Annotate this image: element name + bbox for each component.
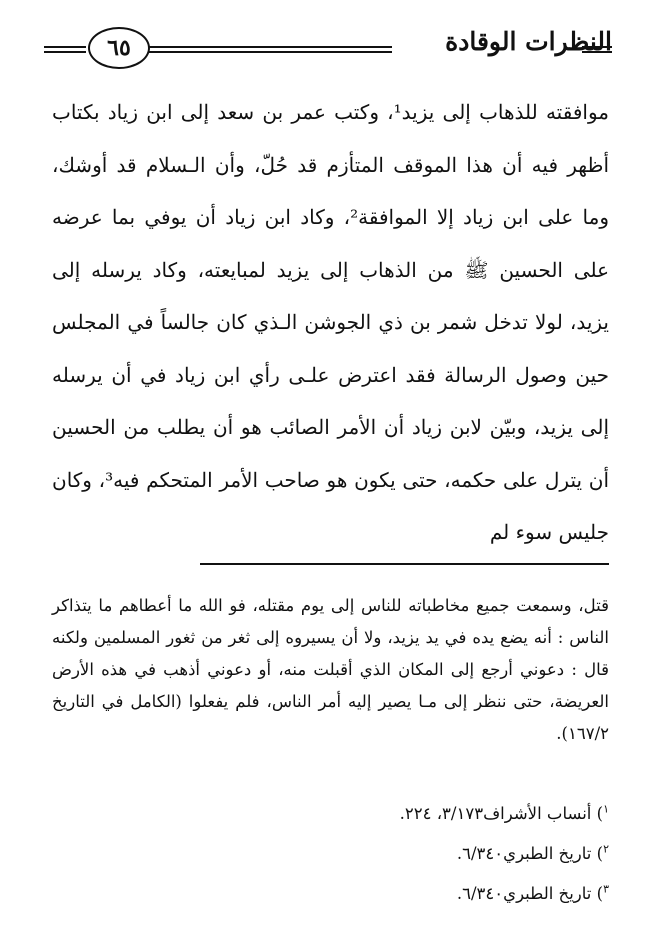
main-paragraph: موافقته للذهاب إلى يزيد¹، وكتب عمر بن سعد إلى ابن زياد بكتاب أظهر فيه أن هذا الموقف المتأزم قد حُلّ، وأن الـسلام قد أوشك، وما على ابن زياد إلا الموافقة²، وكاد ابن زياد أن يوفي بما عرضه على الحسين ﷺ من الذهاب إلى يزيد لمبايعته، وكاد يرسله إلى يزيد، لولا تدخل شمر بن ذي الجوشن الـذي كان جالساً في المجلس حين وصول الرسالة فقد اعترض علـى رأي ابن زياد في أن يرسله إلى يزيد، وبيّن لابن زياد أن الأمر الصائب هو أن يطلب من الحسين أن يترل على حكمه، حتى يكون هو صاحب الأمر المتحكم فيه³، وكان جليس سوء لم [52,100,610,544]
page-header [44,20,612,70]
footnote-source: تاريخ الطبري٦/٣٤٠. [456,884,592,903]
running-title: النظرات الوقادة [445,27,612,56]
footnote-separator [200,563,609,565]
header-rule-right [582,45,612,54]
header-rule-left [44,45,86,54]
main-text [52,86,609,559]
footnote-references [52,798,609,918]
footnote-marker: ٢ [603,842,609,856]
footnote-reference: $^٢$) تاريخ الطبري٦/٣٤٠. [456,842,609,863]
footnote-source: تاريخ الطبري٦/٣٤٠. [456,844,592,863]
footnote-continuation [52,590,609,750]
footnote-reference: $^١$) أنساب الأشراف٣/١٧٣، ٢٢٤. [399,802,609,823]
footnote-continuation-text: قتل، وسمعت جميع مخاطباته للناس إلى يوم مقتله، فو الله ما أعطاهم ما يتذاكر الناس : أنه يضع يده في يد يزيد، ولا أن يسيروه إلى ثغر من ثغور المسلمين ولكنه قال : دعوني أرجع إلى المكان الذي أقبلت منه، أو دعوني أذهب في هذه الأرض العريضة، حتى ننظر إلى مـا يصير إليه أمر الناس، فلم يفعلوا (الكامل في التاريخ ١٦٧/٢). [52,596,609,743]
page-number: ٦٥ [88,27,150,69]
footnote-source: أنساب الأشراف٣/١٧٣، ٢٢٤. [399,804,592,823]
footnote-marker: ١ [603,802,609,816]
footnote-reference: $^٣$) تاريخ الطبري٦/٣٤٠. [456,882,609,903]
footnote-marker: ٣ [603,882,609,896]
header-rule-middle [148,45,392,54]
